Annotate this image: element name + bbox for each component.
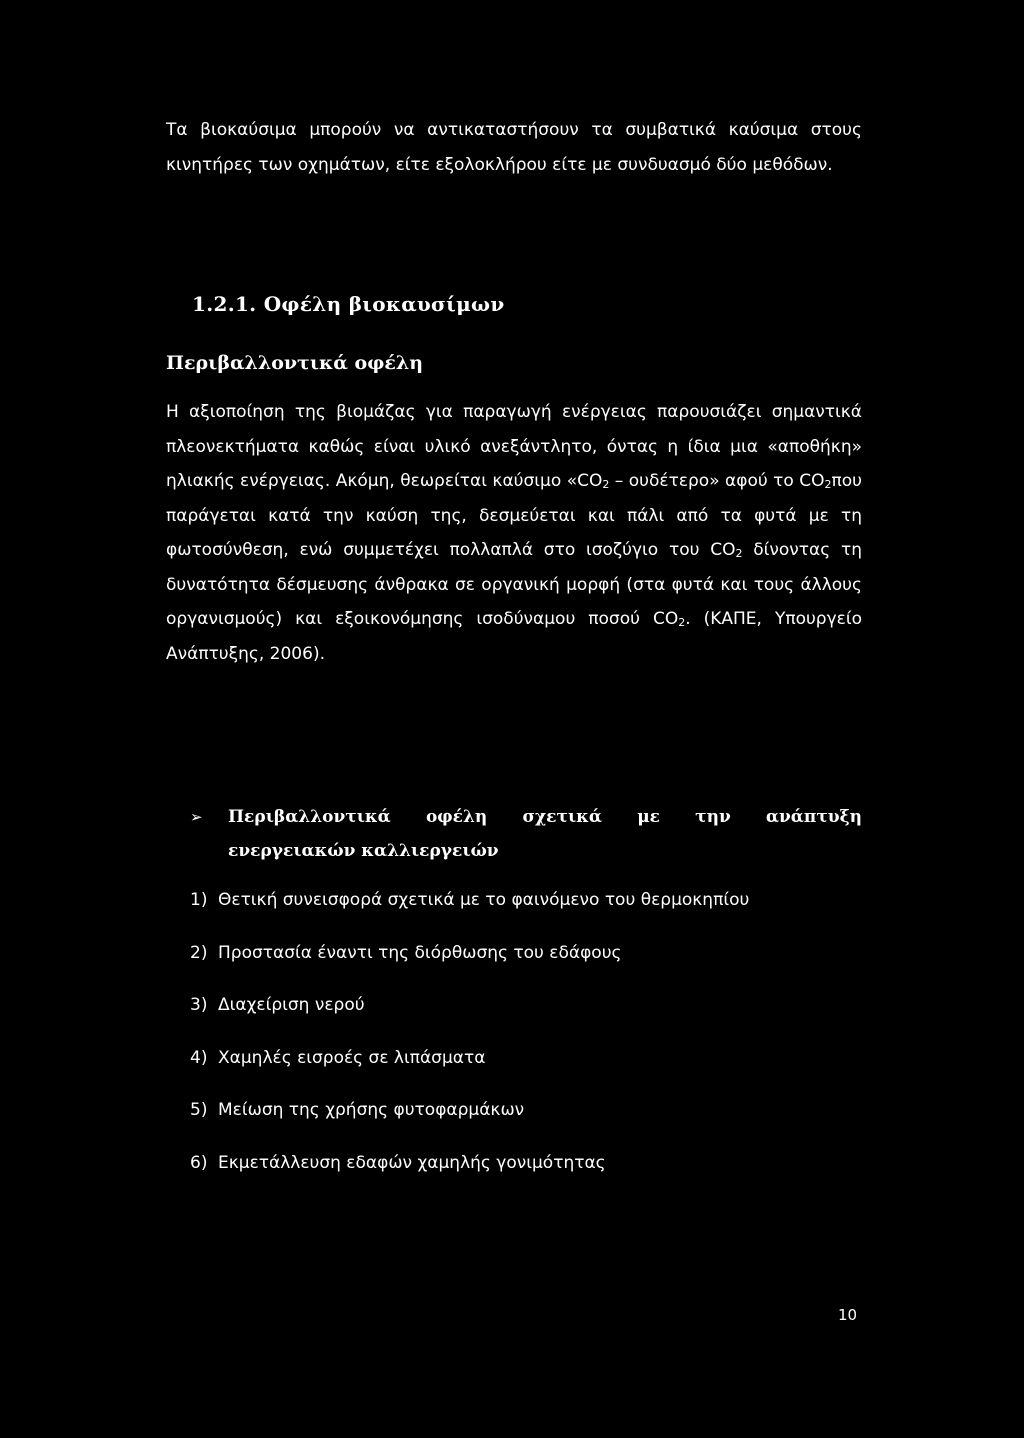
main-paragraph-text: Η αξιοποίηση της βιομάζας για παραγωγή ενέργειας παρουσιάζει σημαντικά πλεονεκτήματα καθώς είναι υλικό ανεξάντλητο, όντας η ίδια μια «αποθήκη» ηλιακής ενέργειας. Ακόμη, θεωρείται καύσιμο «CO [166, 402, 862, 491]
list-item-text: Διαχείριση νερού [218, 995, 365, 1015]
bullet-heading [190, 800, 862, 868]
subsection-heading: Περιβαλλοντικά οφέλη [166, 352, 424, 374]
subscript-2: 2 [602, 478, 610, 491]
main-paragraph-text: που παράγεται κατά την καύση της, δεσμεύεται και πάλι από τα φυτά με τη φωτοσύνθεση, ενώ συμμετέχει πολλαπλά στο ισοζύγιο του CO [166, 471, 862, 560]
list-item [190, 883, 749, 936]
list-item [190, 1146, 749, 1199]
bullet-heading-line1: Περιβαλλοντικά οφέλη σχετικά με την ανάπτυξη [228, 807, 862, 827]
list-item-number: 3) [190, 995, 208, 1015]
subscript-2: 2 [678, 616, 686, 629]
list-item-number: 4) [190, 1047, 208, 1068]
list-item-number: 6) [190, 1152, 208, 1173]
list-item-text: Μείωση της χρήσης φυτοφαρμάκων [218, 1100, 525, 1120]
subscript-2: 2 [824, 478, 832, 491]
main-paragraph-text: δίνοντας τη δυνατότητα δέσμευσης άνθρακα σε οργανική μορφή (στα φυτά και τους άλλους οργανισμούς) και εξοικονόμησης ισοδύναμου ποσού CO [166, 540, 862, 629]
list-item-number: 2) [190, 942, 208, 963]
subscript-2: 2 [735, 547, 743, 560]
list-item-number: 5) [190, 1100, 208, 1120]
list-item-number: 1) [190, 890, 208, 910]
arrow-bullet-icon: ➢ [190, 808, 203, 826]
page-number: 10 [838, 1306, 858, 1324]
bullet-heading-line2: ενεργειακών καλλιεργειών [228, 841, 499, 861]
benefits-list [190, 883, 749, 1198]
list-item-text: Θετική συνεισφορά σχετικά με το φαινόμενο του θερμοκηπίου [218, 890, 750, 910]
main-paragraph-text: – ουδέτερο» αφού το CO [609, 471, 825, 491]
list-item [190, 1093, 749, 1146]
list-item [190, 988, 749, 1041]
main-paragraph-text: . (ΚΑΠΕ, Υπουργείο Ανάπτυξης, 2006). [166, 609, 862, 664]
list-item [190, 936, 749, 989]
list-item-text: Προστασία έναντι της διόρθωσης του εδάφους [218, 942, 622, 963]
list-item-text: Χαμηλές εισροές σε λιπάσματα [218, 1047, 486, 1068]
main-paragraph [166, 395, 862, 671]
section-heading: 1.2.1. Οφέλη βιοκαυσίμων [192, 292, 505, 316]
list-item [190, 1041, 749, 1094]
list-item-text: Εκμετάλλευση εδαφών χαμηλής γονιμότητας [218, 1152, 606, 1173]
intro-paragraph: Τα βιοκαύσιμα μπορούν να αντικαταστήσουν τα συμβατικά καύσιμα στους κινητήρες των οχημάτων, είτε εξολοκλήρου είτε με συνδυασμό δύο μεθόδων. [166, 120, 862, 175]
